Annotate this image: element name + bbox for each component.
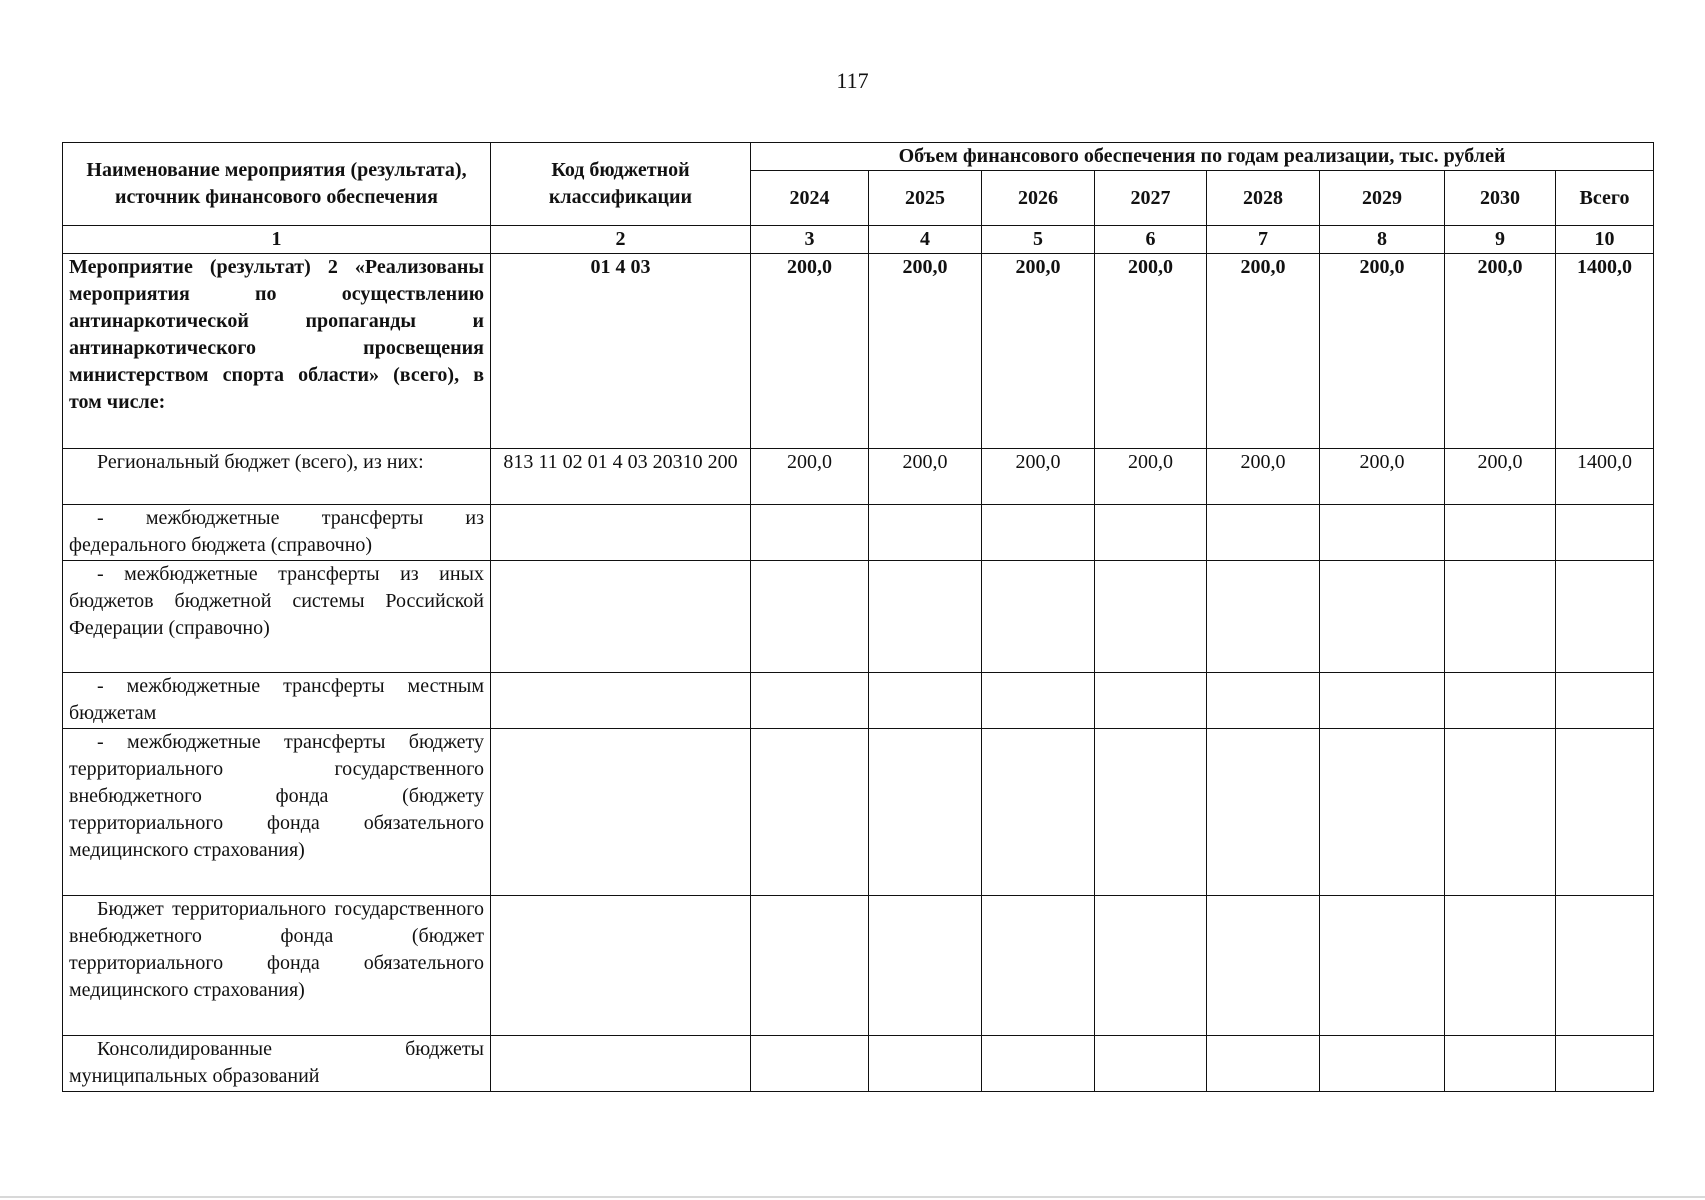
row-value [1207, 1036, 1320, 1092]
row-code [491, 896, 751, 1036]
row-value [1095, 505, 1207, 561]
column-number: 9 [1445, 226, 1556, 254]
column-number: 2 [491, 226, 751, 254]
row-value [1207, 896, 1320, 1036]
row-code [491, 561, 751, 673]
row-value: 200,0 [751, 254, 869, 449]
row-value: 200,0 [1207, 449, 1320, 505]
row-name: Региональный бюджет (всего), из них: [63, 449, 491, 505]
scan-edge-line [0, 1196, 1705, 1198]
row-value [1320, 896, 1445, 1036]
row-code [491, 729, 751, 896]
row-value [1445, 561, 1556, 673]
table-row [63, 254, 1654, 449]
row-value [869, 673, 982, 729]
row-value [1095, 896, 1207, 1036]
row-value [982, 1036, 1095, 1092]
column-numbers-row [63, 226, 1654, 254]
row-value [1095, 729, 1207, 896]
row-name: - межбюджетные трансферты местным бюджетам [63, 673, 491, 729]
column-number: 4 [869, 226, 982, 254]
column-number: 8 [1320, 226, 1445, 254]
row-value [751, 729, 869, 896]
row-value [982, 505, 1095, 561]
row-value [869, 505, 982, 561]
row-value [1445, 1036, 1556, 1092]
page-number: 117 [836, 68, 869, 93]
table-row [63, 1036, 1654, 1092]
header-year: 2030 [1445, 171, 1556, 226]
header-year: 2029 [1320, 171, 1445, 226]
row-value [869, 1036, 982, 1092]
row-value [1207, 729, 1320, 896]
row-value: 200,0 [751, 449, 869, 505]
row-value [1445, 505, 1556, 561]
row-total [1556, 505, 1654, 561]
header-volume: Объем финансового обеспечения по годам реализации, тыс. рублей [751, 143, 1654, 171]
row-total: 1400,0 [1556, 254, 1654, 449]
row-total [1556, 896, 1654, 1036]
row-value [751, 505, 869, 561]
row-value [751, 561, 869, 673]
row-value [982, 729, 1095, 896]
row-value [1207, 673, 1320, 729]
row-value [1320, 1036, 1445, 1092]
header-name: Наименование мероприятия (результата), источник финансового обеспечения [63, 143, 491, 226]
header-year: 2026 [982, 171, 1095, 226]
row-value: 200,0 [1095, 254, 1207, 449]
header-year: 2025 [869, 171, 982, 226]
header-total: Всего [1556, 171, 1654, 226]
row-total [1556, 729, 1654, 896]
table-row [63, 729, 1654, 896]
row-value [1320, 505, 1445, 561]
row-name: Мероприятие (результат) 2 «Реализованы мероприятия по осуществлению антинаркотической пропаганды и антинаркотического просвещения министерством спорта области» (всего), в том числе: [63, 254, 491, 449]
row-value [751, 1036, 869, 1092]
row-total [1556, 1036, 1654, 1092]
row-value: 200,0 [1207, 254, 1320, 449]
row-value [1445, 729, 1556, 896]
row-total [1556, 561, 1654, 673]
row-value: 200,0 [869, 449, 982, 505]
row-value: 200,0 [1445, 449, 1556, 505]
header-year: 2024 [751, 171, 869, 226]
table-row [63, 896, 1654, 1036]
row-value [1095, 561, 1207, 673]
row-value [1445, 673, 1556, 729]
row-name: - межбюджетные трансферты бюджету территориального государственного внебюджетного фонда (бюджету территориального фонда обязательного медицинского страхования) [63, 729, 491, 896]
row-value: 200,0 [982, 449, 1095, 505]
column-number: 3 [751, 226, 869, 254]
table-row [63, 505, 1654, 561]
row-value [1095, 1036, 1207, 1092]
row-value [1320, 729, 1445, 896]
header-row-1 [63, 143, 1654, 171]
row-value: 200,0 [1445, 254, 1556, 449]
row-value [869, 729, 982, 896]
header-code: Код бюджетной классификации [491, 143, 751, 226]
row-code [491, 673, 751, 729]
column-number: 5 [982, 226, 1095, 254]
row-value [1445, 896, 1556, 1036]
row-total [1556, 673, 1654, 729]
row-value [869, 896, 982, 1036]
row-value [982, 673, 1095, 729]
table-row [63, 449, 1654, 505]
column-number: 6 [1095, 226, 1207, 254]
header-year: 2028 [1207, 171, 1320, 226]
table-row [63, 673, 1654, 729]
column-number: 1 [63, 226, 491, 254]
row-value: 200,0 [869, 254, 982, 449]
row-value [1207, 505, 1320, 561]
row-code: 01 4 03 [491, 254, 751, 449]
row-value [1320, 673, 1445, 729]
row-name: - межбюджетные трансферты из иных бюджетов бюджетной системы Российской Федерации (справочно) [63, 561, 491, 673]
row-value [982, 896, 1095, 1036]
row-value [1320, 561, 1445, 673]
row-value [1095, 673, 1207, 729]
column-number: 7 [1207, 226, 1320, 254]
row-code: 813 11 02 01 4 03 20310 200 [491, 449, 751, 505]
row-value [982, 561, 1095, 673]
row-value: 200,0 [1320, 449, 1445, 505]
row-value: 200,0 [982, 254, 1095, 449]
row-total: 1400,0 [1556, 449, 1654, 505]
row-name: - межбюджетные трансферты из федерального бюджета (справочно) [63, 505, 491, 561]
row-value [869, 561, 982, 673]
row-name: Консолидированные бюджеты муниципальных образований [63, 1036, 491, 1092]
row-value [751, 896, 869, 1036]
row-value [1207, 561, 1320, 673]
table-row [63, 561, 1654, 673]
row-code [491, 505, 751, 561]
row-name: Бюджет территориального государственного внебюджетного фонда (бюджет территориального фонда обязательного медицинского страхования) [63, 896, 491, 1036]
row-value: 200,0 [1095, 449, 1207, 505]
column-number: 10 [1556, 226, 1654, 254]
row-value: 200,0 [1320, 254, 1445, 449]
header-year: 2027 [1095, 171, 1207, 226]
row-code [491, 1036, 751, 1092]
budget-table [62, 142, 1654, 1092]
row-value [751, 673, 869, 729]
